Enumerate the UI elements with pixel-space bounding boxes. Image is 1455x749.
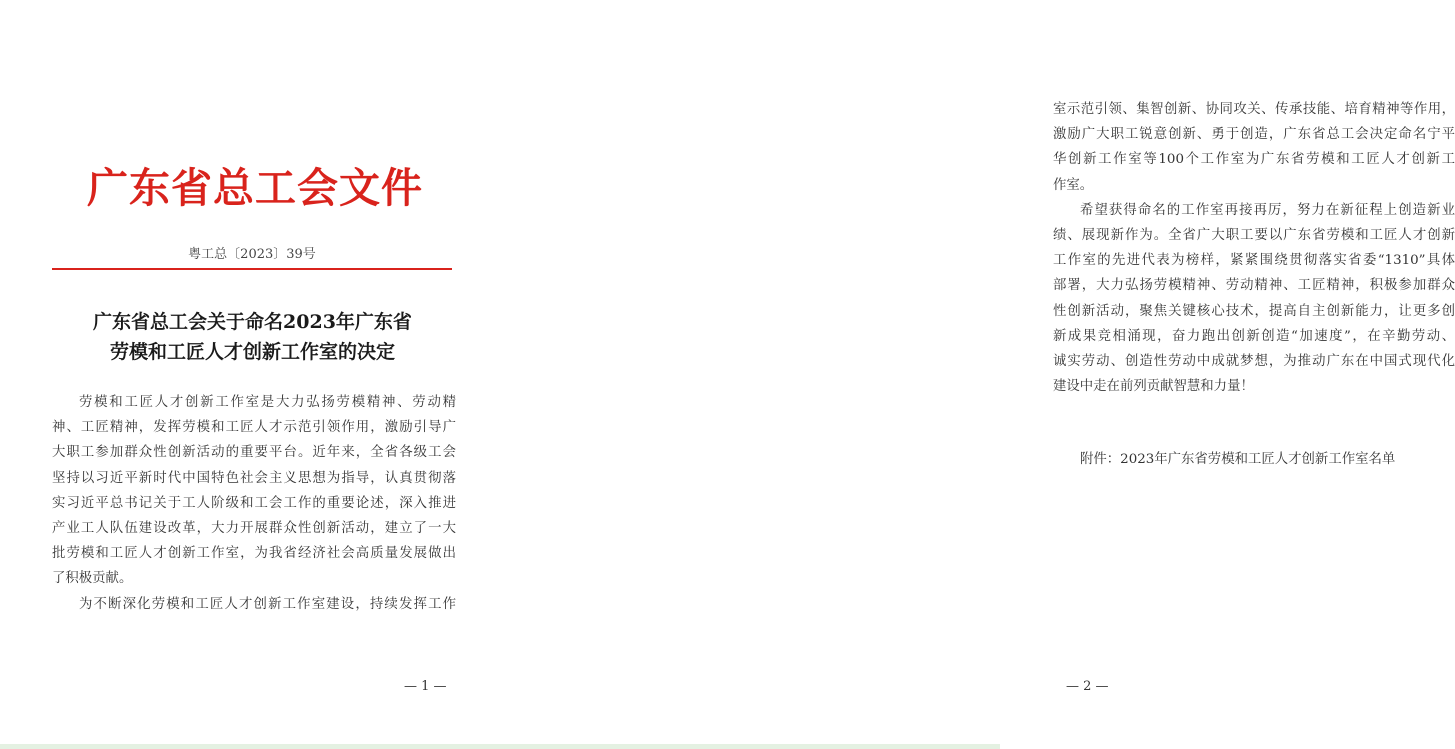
- paragraph-line: 新成果竞相涌现，奋力跑出创新创造“加速度”，在辛勤劳动、: [1053, 328, 1455, 344]
- attachment-note: 附件：2023年广东省劳模和工匠人才创新工作室名单: [1080, 452, 1396, 467]
- paragraph-line: 劳模和工匠人才创新工作室是大力弘扬劳模精神、劳动精: [79, 395, 456, 410]
- decision-title-line: 广东省总工会关于命名2023年广东省: [93, 311, 412, 333]
- paragraph-line: 室示范引领、集智创新、协同攻关、传承技能、培育精神等作用，: [1053, 102, 1455, 117]
- right-page: [500, 0, 1455, 744]
- document-number: 粤工总〔2023〕39号: [188, 247, 316, 262]
- left-body-text: [52, 390, 456, 617]
- paragraph-line: 华创新工作室等100个工作室为广东省劳模和工匠人才创新工: [1053, 152, 1455, 168]
- left-page: [0, 0, 500, 744]
- paragraph-line: 工作室的先进代表为榜样，紧紧围绕贯彻落实省委“1310”具体: [1053, 253, 1455, 269]
- paragraph-line: 部署，大力弘扬劳模精神、劳动精神、工匠精神，积极参加群众: [1053, 278, 1455, 294]
- decision-title-line: 劳模和工匠人才创新工作室的决定: [109, 341, 395, 363]
- paragraph-line: 大职工参加群众性创新活动的重要平台。近年来，全省各级工会: [52, 445, 456, 461]
- paragraph-line: 为不断深化劳模和工匠人才创新工作室建设，持续发挥工作: [79, 596, 456, 612]
- paragraph-line: 作室。: [1053, 177, 1094, 193]
- paragraph-line: 坚持以习近平新时代中国特色社会主义思想为指导，认真贯彻落: [52, 470, 456, 486]
- paragraph-line: 诚实劳动、创造性劳动中成就梦想，为推动广东在中国式现代化: [1053, 353, 1455, 369]
- document-header-title: 广东省总工会文件: [87, 164, 423, 212]
- paragraph-line: 神、工匠精神，发挥劳模和工匠人才示范引领作用，激励引导广: [52, 420, 456, 436]
- paragraph-line: 批劳模和工匠人才创新工作室，为我省经济社会高质量发展做出: [52, 546, 456, 562]
- bottom-band: [0, 744, 1000, 749]
- red-divider-line: [52, 268, 452, 270]
- paragraph-line: 产业工人队伍建设改革，大力开展群众性创新活动，建立了一大: [52, 520, 456, 536]
- decision-title: [60, 307, 445, 367]
- paragraph-line: 希望获得命名的工作室再接再厉，努力在新征程上创造新业: [1080, 202, 1455, 218]
- page-number-right: — 2 —: [1066, 679, 1109, 694]
- paragraph-line: 性创新活动，聚焦关键核心技术，提高自主创新能力，让更多创: [1053, 303, 1455, 319]
- paragraph-line: 激励广大职工锐意创新、勇于创造，广东省总工会决定命名宁平: [1053, 127, 1455, 143]
- paragraph-line: 实习近平总书记关于工人阶级和工会工作的重要论述，深入推进: [52, 495, 456, 511]
- paragraph-line: 建设中走在前列贡献智慧和力量！: [1053, 379, 1254, 395]
- paragraph-line: 绩、展现新作为。全省广大职工要以广东省劳模和工匠人才创新: [1053, 227, 1455, 243]
- right-body-text: [1053, 97, 1455, 399]
- page-number-left: — 1 —: [404, 679, 447, 694]
- paragraph-line: 了积极贡献。: [52, 571, 133, 587]
